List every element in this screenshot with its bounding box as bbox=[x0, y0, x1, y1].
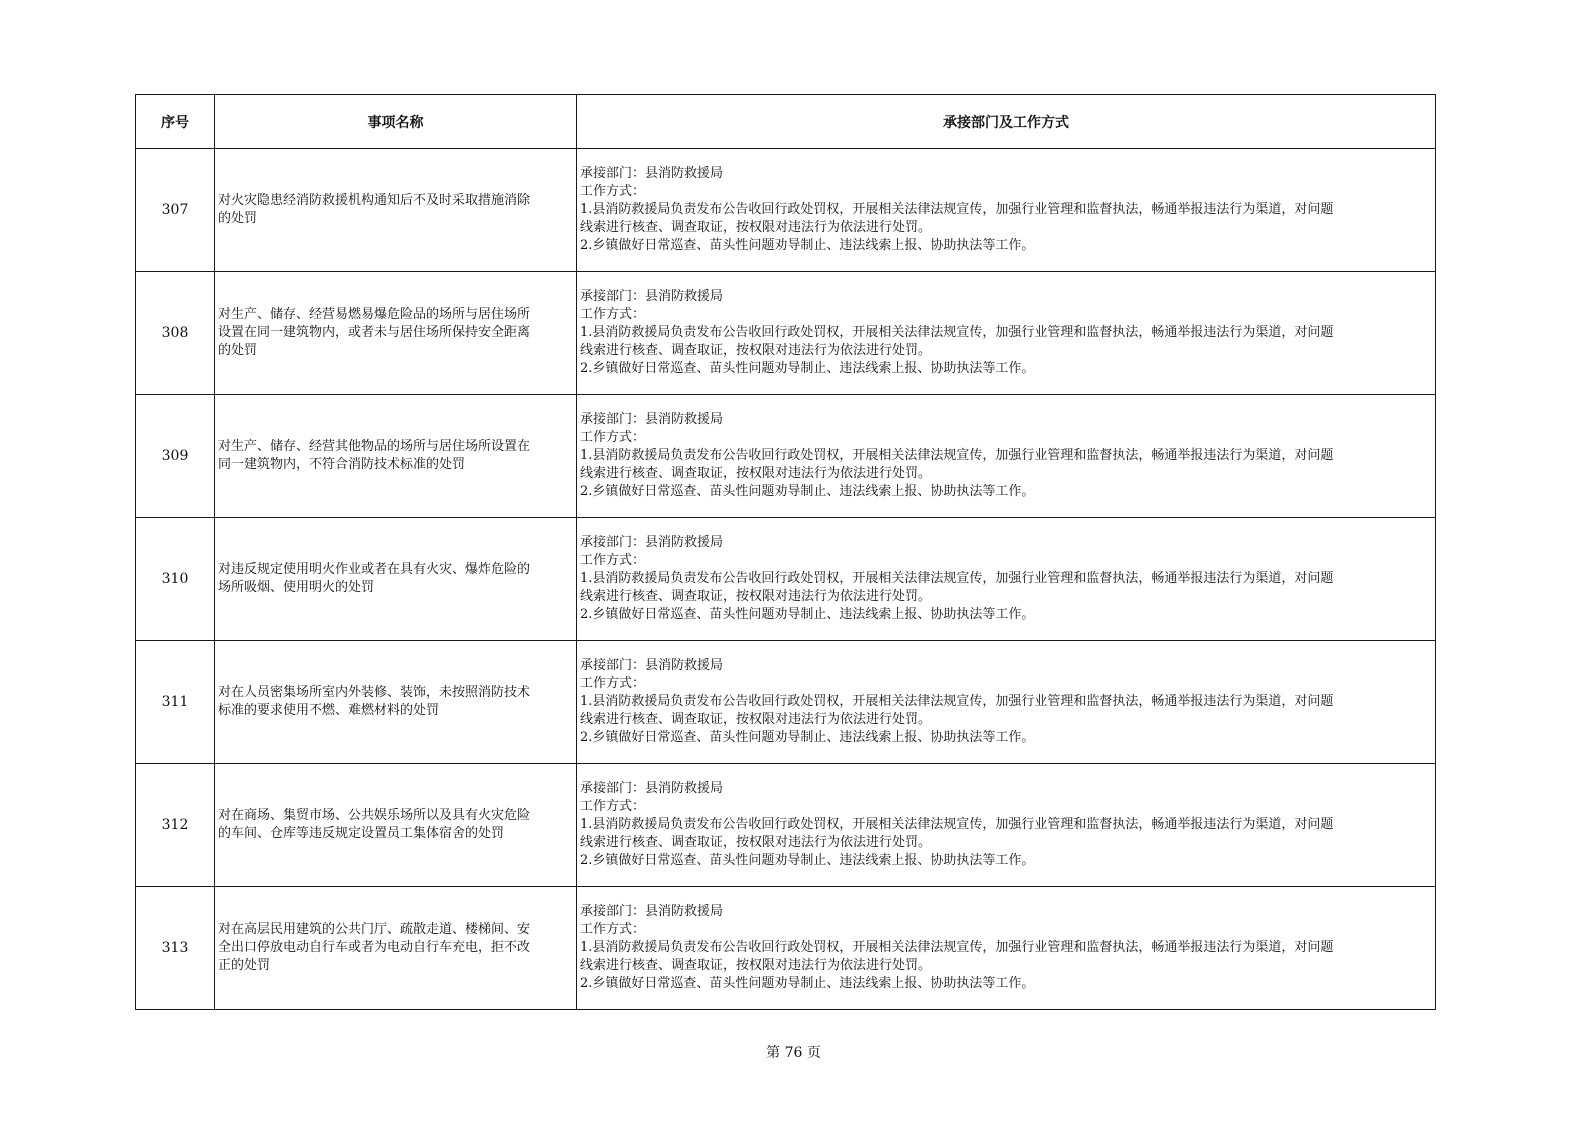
enforcement-items-table bbox=[135, 94, 1436, 1010]
item-name-line: 设置在同一建筑物内，或者未与居住场所保持安全距离 bbox=[218, 325, 531, 340]
department-method-line: 工作方式： bbox=[580, 184, 646, 199]
row-serial-number: 308 bbox=[136, 272, 215, 395]
department-method-line: 工作方式： bbox=[580, 922, 646, 937]
department-method-line: 工作方式： bbox=[580, 307, 646, 322]
row-item-name bbox=[215, 764, 577, 887]
department-method-line: 1.县消防救援局负责发布公告收回行政处罚权，开展相关法律法规宣传，加强行业管理和监督执法，畅通举报违法行为渠道，对问题 bbox=[580, 940, 1334, 955]
department-method-line: 1.县消防救援局负责发布公告收回行政处罚权，开展相关法律法规宣传，加强行业管理和监督执法，畅通举报违法行为渠道，对问题 bbox=[580, 325, 1334, 340]
item-name-line: 标准的要求使用不燃、难燃材料的处罚 bbox=[218, 703, 440, 718]
department-method-line: 工作方式： bbox=[580, 430, 646, 445]
department-method-line: 线索进行核查、调查取证，按权限对违法行为依法进行处罚。 bbox=[580, 589, 932, 604]
item-name-line: 对违反规定使用明火作业或者在具有火灾、爆炸危险的 bbox=[218, 562, 531, 577]
department-method-line: 线索进行核查、调查取证，按权限对违法行为依法进行处罚。 bbox=[580, 835, 932, 850]
department-method-line: 2.乡镇做好日常巡查、苗头性问题劝导制止、违法线索上报、协助执法等工作。 bbox=[580, 484, 1035, 499]
row-serial-number: 311 bbox=[136, 641, 215, 764]
row-department-method bbox=[577, 272, 1436, 395]
header-serial-number: 序号 bbox=[136, 95, 215, 149]
header-department-method: 承接部门及工作方式 bbox=[577, 95, 1436, 149]
department-method-line: 承接部门：县消防救援局 bbox=[580, 412, 724, 427]
department-method-line: 2.乡镇做好日常巡查、苗头性问题劝导制止、违法线索上报、协助执法等工作。 bbox=[580, 361, 1035, 376]
department-method-line: 工作方式： bbox=[580, 553, 646, 568]
row-serial-number: 309 bbox=[136, 395, 215, 518]
row-item-name bbox=[215, 518, 577, 641]
department-method-line: 1.县消防救援局负责发布公告收回行政处罚权，开展相关法律法规宣传，加强行业管理和监督执法，畅通举报违法行为渠道，对问题 bbox=[580, 202, 1334, 217]
department-method-line: 工作方式： bbox=[580, 676, 646, 691]
row-item-name bbox=[215, 272, 577, 395]
item-name-line: 对火灾隐患经消防救援机构通知后不及时采取措施消除 bbox=[218, 193, 531, 208]
item-name-line: 的车间、仓库等违反规定设置员工集体宿舍的处罚 bbox=[218, 826, 505, 841]
row-serial-number: 307 bbox=[136, 149, 215, 272]
department-method-line: 2.乡镇做好日常巡查、苗头性问题劝导制止、违法线索上报、协助执法等工作。 bbox=[580, 853, 1035, 868]
department-method-line: 2.乡镇做好日常巡查、苗头性问题劝导制止、违法线索上报、协助执法等工作。 bbox=[580, 607, 1035, 622]
department-method-line: 线索进行核查、调查取证，按权限对违法行为依法进行处罚。 bbox=[580, 466, 932, 481]
item-name-line: 的处罚 bbox=[218, 211, 258, 226]
table-header-row bbox=[136, 95, 1436, 149]
department-method-line: 承接部门：县消防救援局 bbox=[580, 781, 724, 796]
item-name-line: 正的处罚 bbox=[218, 958, 271, 973]
department-method-line: 承接部门：县消防救援局 bbox=[580, 289, 724, 304]
table-row bbox=[136, 764, 1436, 887]
table-row bbox=[136, 149, 1436, 272]
department-method-line: 线索进行核查、调查取证，按权限对违法行为依法进行处罚。 bbox=[580, 712, 932, 727]
item-name-line: 对生产、储存、经营其他物品的场所与居住场所设置在 bbox=[218, 439, 531, 454]
row-department-method bbox=[577, 395, 1436, 518]
item-name-line: 对在商场、集贸市场、公共娱乐场所以及具有火灾危险 bbox=[218, 808, 531, 823]
table-body bbox=[136, 149, 1436, 1010]
department-method-line: 线索进行核查、调查取证，按权限对违法行为依法进行处罚。 bbox=[580, 343, 932, 358]
page-number: 第 76 页 bbox=[766, 1045, 821, 1061]
department-method-line: 承接部门：县消防救援局 bbox=[580, 904, 724, 919]
department-method-line: 1.县消防救援局负责发布公告收回行政处罚权，开展相关法律法规宣传，加强行业管理和监督执法，畅通举报违法行为渠道，对问题 bbox=[580, 448, 1334, 463]
table-row bbox=[136, 887, 1436, 1010]
department-method-line: 2.乡镇做好日常巡查、苗头性问题劝导制止、违法线索上报、协助执法等工作。 bbox=[580, 976, 1035, 991]
department-method-line: 2.乡镇做好日常巡查、苗头性问题劝导制止、违法线索上报、协助执法等工作。 bbox=[580, 238, 1035, 253]
row-serial-number: 313 bbox=[136, 887, 215, 1010]
header-item-name: 事项名称 bbox=[215, 95, 577, 149]
department-method-line: 2.乡镇做好日常巡查、苗头性问题劝导制止、违法线索上报、协助执法等工作。 bbox=[580, 730, 1035, 745]
department-method-line: 工作方式： bbox=[580, 799, 646, 814]
department-method-line: 承接部门：县消防救援局 bbox=[580, 166, 724, 181]
row-item-name bbox=[215, 395, 577, 518]
department-method-line: 线索进行核查、调查取证，按权限对违法行为依法进行处罚。 bbox=[580, 220, 932, 235]
item-name-line: 场所吸烟、使用明火的处罚 bbox=[218, 580, 375, 595]
row-item-name bbox=[215, 149, 577, 272]
item-name-line: 对在高层民用建筑的公共门厅、疏散走道、楼梯间、安 bbox=[218, 922, 531, 937]
item-name-line: 对生产、储存、经营易燃易爆危险品的场所与居住场所 bbox=[218, 307, 531, 322]
row-department-method bbox=[577, 641, 1436, 764]
table-row bbox=[136, 272, 1436, 395]
item-name-line: 全出口停放电动自行车或者为电动自行车充电，拒不改 bbox=[218, 940, 531, 955]
item-name-line: 同一建筑物内，不符合消防技术标准的处罚 bbox=[218, 457, 466, 472]
row-department-method bbox=[577, 764, 1436, 887]
item-name-line: 的处罚 bbox=[218, 343, 258, 358]
row-serial-number: 310 bbox=[136, 518, 215, 641]
row-department-method bbox=[577, 518, 1436, 641]
row-item-name bbox=[215, 641, 577, 764]
row-department-method bbox=[577, 887, 1436, 1010]
row-item-name bbox=[215, 887, 577, 1010]
row-department-method bbox=[577, 149, 1436, 272]
department-method-line: 承接部门：县消防救援局 bbox=[580, 658, 724, 673]
table-row bbox=[136, 641, 1436, 764]
department-method-line: 1.县消防救援局负责发布公告收回行政处罚权，开展相关法律法规宣传，加强行业管理和监督执法，畅通举报违法行为渠道，对问题 bbox=[580, 817, 1334, 832]
table-row bbox=[136, 395, 1436, 518]
row-serial-number: 312 bbox=[136, 764, 215, 887]
table-row bbox=[136, 518, 1436, 641]
department-method-line: 线索进行核查、调查取证，按权限对违法行为依法进行处罚。 bbox=[580, 958, 932, 973]
item-name-line: 对在人员密集场所室内外装修、装饰，未按照消防技术 bbox=[218, 685, 531, 700]
department-method-line: 承接部门：县消防救援局 bbox=[580, 535, 724, 550]
department-method-line: 1.县消防救援局负责发布公告收回行政处罚权，开展相关法律法规宣传，加强行业管理和监督执法，畅通举报违法行为渠道，对问题 bbox=[580, 571, 1334, 586]
department-method-line: 1.县消防救援局负责发布公告收回行政处罚权，开展相关法律法规宣传，加强行业管理和监督执法，畅通举报违法行为渠道，对问题 bbox=[580, 694, 1334, 709]
